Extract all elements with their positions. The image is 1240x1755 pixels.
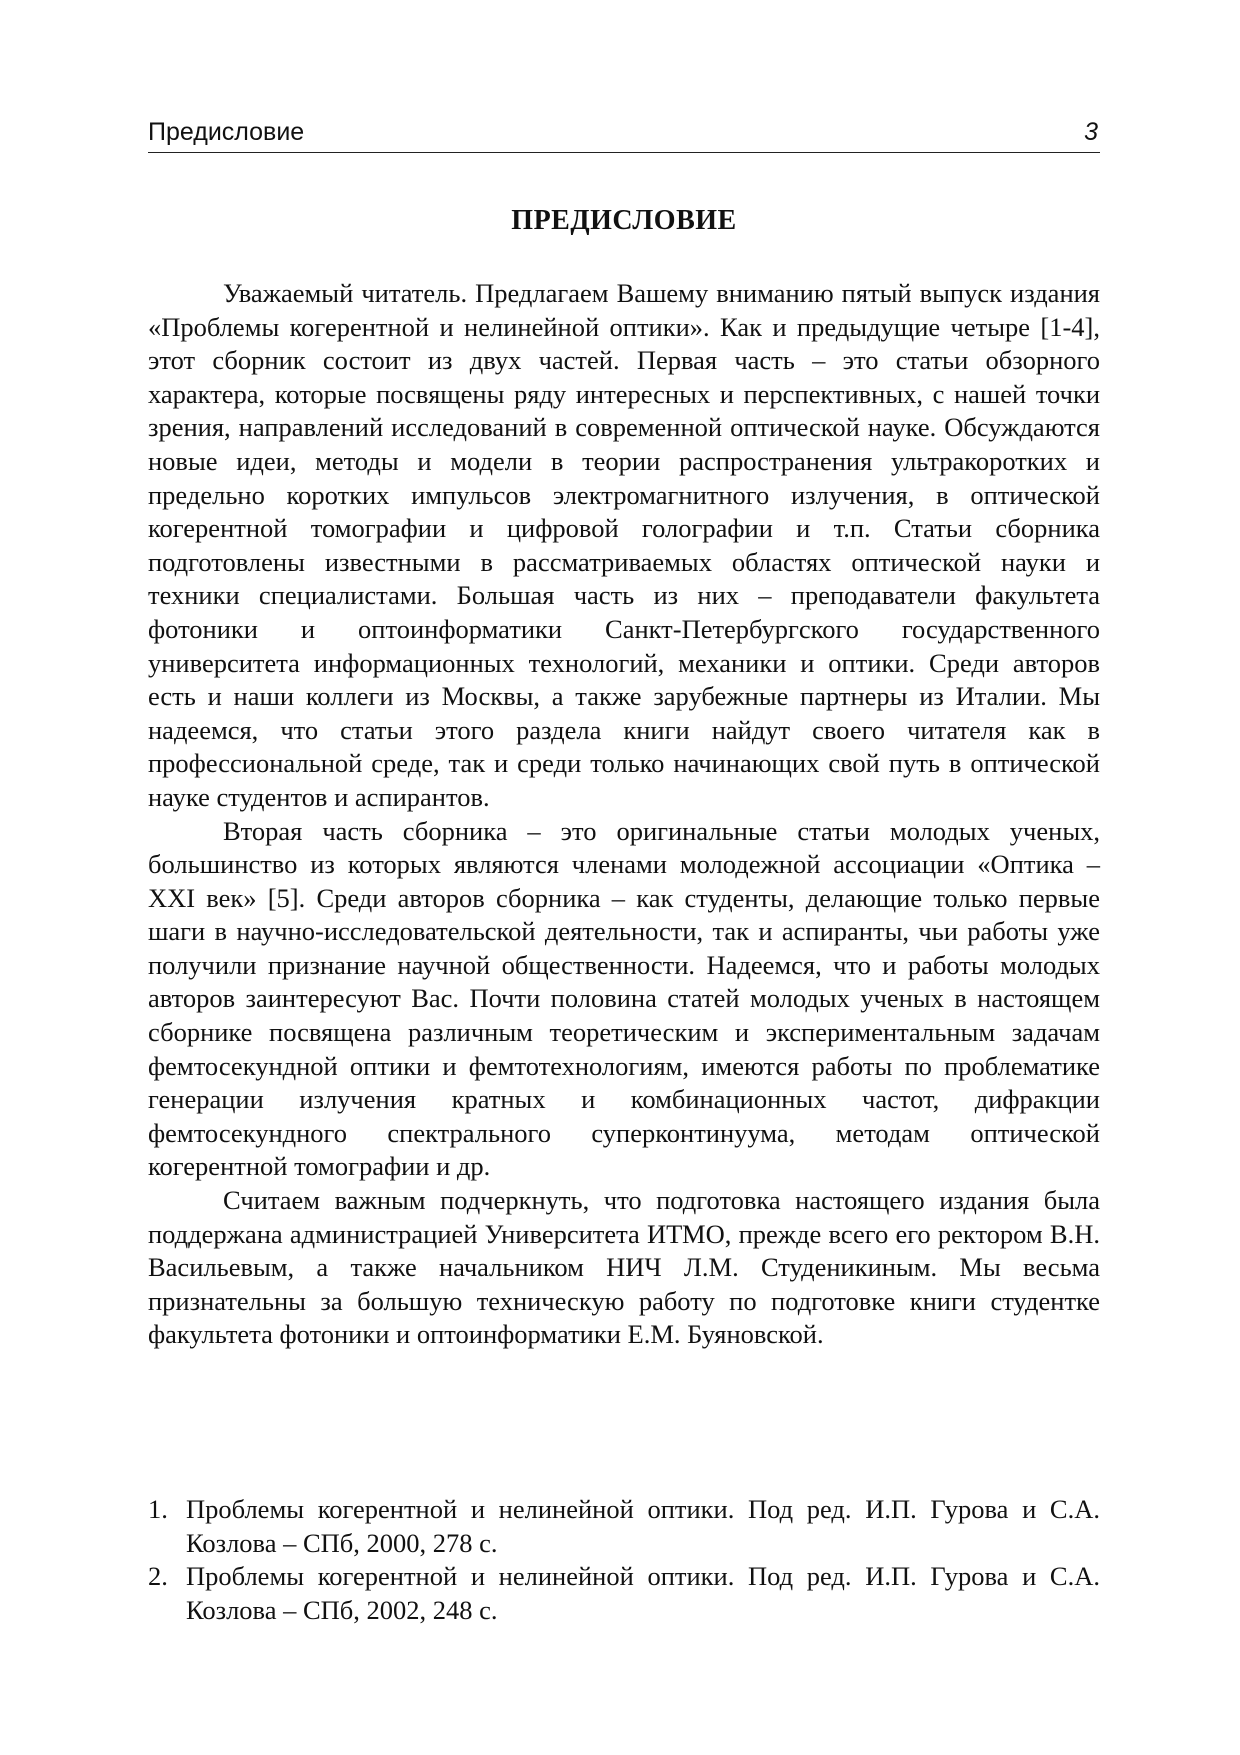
- body-text: [148, 277, 1100, 1352]
- page-title: ПРЕДИСЛОВИЕ: [511, 205, 737, 236]
- page-number: 3: [1084, 118, 1098, 146]
- reference-number: 1.: [148, 1494, 168, 1524]
- reference-list: [148, 1493, 1100, 1627]
- running-header: [148, 118, 1100, 153]
- reference-item: [148, 1493, 1100, 1560]
- reference-text: Проблемы когерентной и нелинейной оптики. Под ред. И.П. Гурова и С.А. Козлова – СПб, 2000, 278 с.: [186, 1494, 1100, 1558]
- paragraph: Уважаемый читатель. Предлагаем Вашему вниманию пятый выпуск издания «Проблемы когерентной и нелинейной оптики». Как и предыдущие четыре [1-4], этот сборник состоит из двух частей. Первая часть – это статьи обзорного характера, которые посвящены ряду интересных и перспективных, с нашей точки зрения, направлений исследований в современной оптической науке. Обсуждаются новые идеи, методы и модели в теории распространения ультракоротких и предельно коротких импульсов электромагнитного излучения, в оптической когерентной томографии и цифровой голографии и т.п. Статьи сборника подготовлены известными в рассматриваемых областях оптической науки и техники специалистами. Большая часть из них – преподаватели факультета фотоники и оптоинформатики Санкт-Петербургского государственного университета информационных технологий, механики и оптики. Среди авторов есть и наши коллеги из Москвы, а также зарубежные партнеры из Италии. Мы надеемся, что статьи этого раздела книги найдут своего читателя как в профессиональной среде, так и среди только начинающих свой путь в оптической науке студентов и аспирантов.: [148, 278, 1100, 812]
- running-header-title: Предисловие: [148, 118, 305, 146]
- paragraph: Считаем важным подчеркнуть, что подготовка настоящего издания была поддержана администрацией Университета ИТМО, прежде всего его ректором В.Н. Васильевым, а также начальником НИЧ Л.М. Студеникиным. Мы весьма признательны за большую техническую работу по подготовке книги студентке факультета фотоники и оптоинформатики Е.М. Буяновской.: [148, 1185, 1100, 1350]
- paragraph: Вторая часть сборника – это оригинальные статьи молодых ученых, большинство из которых являются членами молодежной ассоциации «Оптика – XXI век» [5]. Среди авторов сборника – как студенты, делающие только первые шаги в научно-исследовательской деятельности, так и аспиранты, чьи работы уже получили признание научной общественности. Надеемся, что и работы молодых авторов заинтересуют Вас. Почти половина статей молодых ученых в настоящем сборнике посвящена различным теоретическим и экспериментальным задачам фемтосекундной оптики и фемтотехнологиям, имеются работы по проблематике генерации излучения кратных и комбинационных частот, дифракции фемтосекундного спектрального суперконтинуума, методам оптической когерентной томографии и др.: [148, 815, 1100, 1182]
- reference-item: [148, 1560, 1100, 1627]
- reference-text: Проблемы когерентной и нелинейной оптики. Под ред. И.П. Гурова и С.А. Козлова – СПб, 2002, 248 с.: [186, 1561, 1100, 1625]
- reference-number: 2.: [148, 1561, 168, 1592]
